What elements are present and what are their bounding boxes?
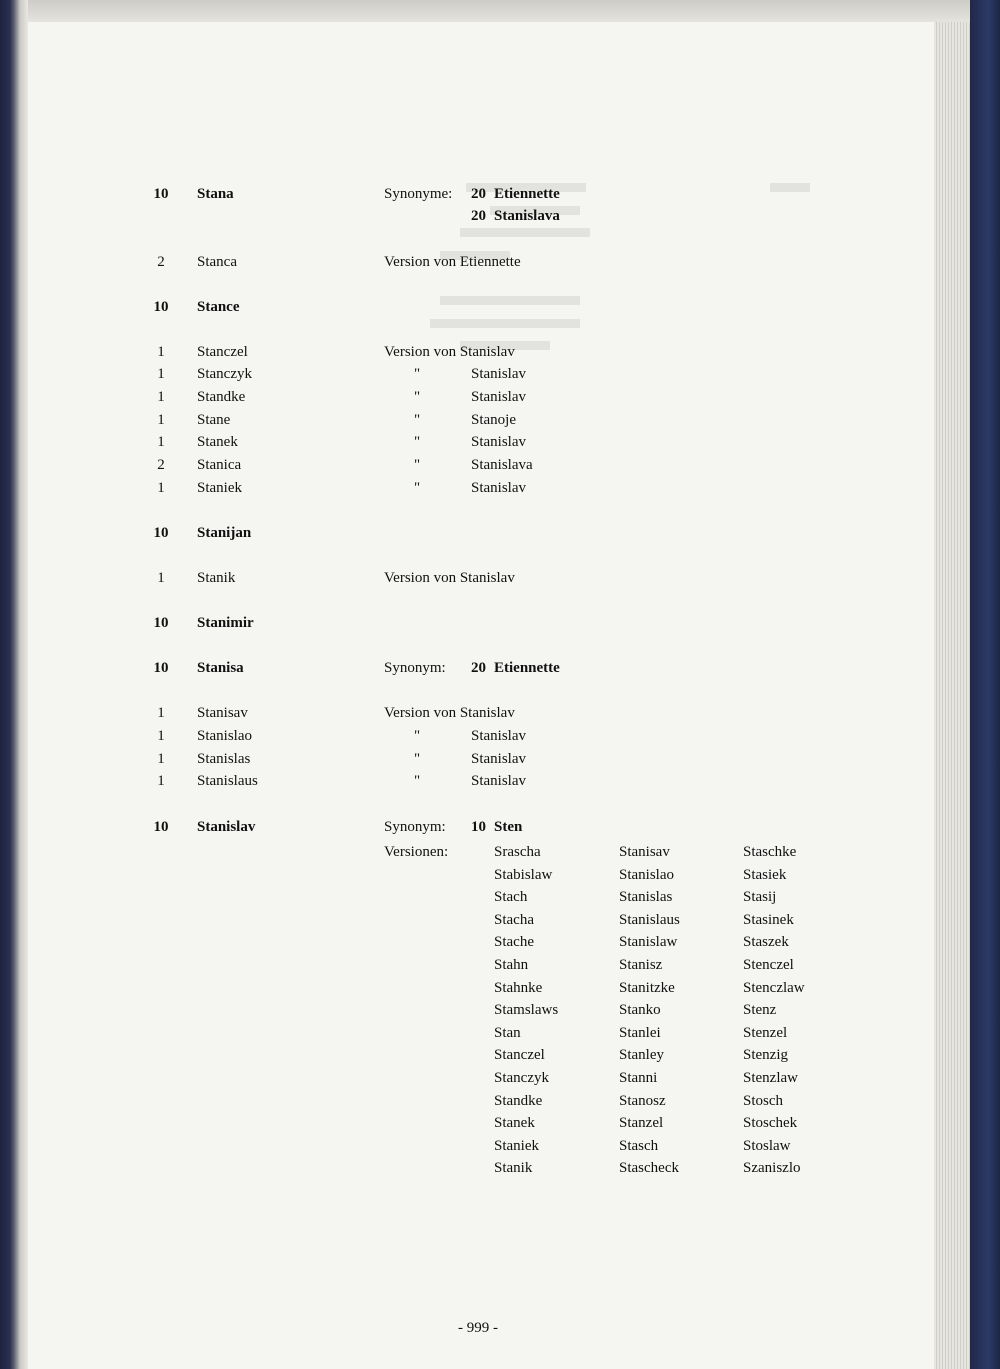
- version-name: Stenczel: [743, 957, 794, 973]
- entry-note-value: Stanislava: [494, 208, 560, 224]
- entry-name: Stanisa: [197, 660, 244, 676]
- version-name: Stosch: [743, 1092, 784, 1109]
- entry-name: Stanislav: [197, 819, 256, 835]
- entry-note-value: Etiennette: [494, 186, 560, 202]
- entry-note-value: Stanislav: [471, 366, 526, 382]
- version-name: Stasiek: [743, 866, 787, 883]
- entry-note-frequency: 10: [471, 819, 486, 835]
- entry-frequency: 1: [157, 389, 165, 405]
- entry-name: Stanislao: [197, 728, 252, 744]
- entry-frequency: 1: [157, 751, 165, 767]
- ditto-mark: ": [414, 434, 421, 450]
- entry-note-value: Etiennette: [494, 660, 560, 676]
- entry-frequency: 1: [157, 570, 165, 586]
- entry-name: Stanca: [197, 254, 237, 270]
- version-name: Stache: [494, 934, 534, 951]
- version-name: Stanosz: [619, 1092, 666, 1109]
- entry-name: Stanijan: [197, 525, 252, 541]
- version-name: Stanitzke: [619, 979, 675, 996]
- version-name: Szaniszlo: [743, 1160, 801, 1177]
- entry-name: Standke: [197, 389, 246, 405]
- version-name: Stoslaw: [743, 1137, 791, 1154]
- version-name: Stanley: [619, 1047, 664, 1064]
- entry-note-label: Synonym:: [384, 660, 446, 676]
- entry-note-label: Synonym:: [384, 819, 446, 835]
- entry-note-value: Stanislav: [471, 389, 526, 405]
- version-name: Stan: [494, 1024, 521, 1041]
- version-name: Stanisav: [619, 844, 670, 860]
- entry-name: Stane: [197, 412, 231, 428]
- entry-note-value: Stanislav: [471, 751, 526, 767]
- entry-note-value: Stanislav: [471, 480, 526, 496]
- entry-frequency: 1: [157, 434, 165, 450]
- entry-frequency: 10: [153, 186, 169, 202]
- entry-frequency: 1: [157, 480, 165, 496]
- version-name: Stabislaw: [494, 866, 553, 883]
- entry-name: Stanczel: [197, 344, 248, 360]
- version-name: Standke: [494, 1092, 543, 1109]
- entry-name: Stanislas: [197, 751, 251, 767]
- version-name: Stacha: [494, 911, 534, 928]
- entry-name: Stanczyk: [197, 366, 252, 382]
- page-number: - 999 -: [458, 1320, 498, 1336]
- entry-name: Stanimir: [197, 615, 254, 631]
- ditto-mark: ": [414, 773, 421, 789]
- entry-frequency: 10: [153, 660, 169, 676]
- entry-name: Stanik: [197, 570, 236, 586]
- version-name: Stenczlaw: [743, 979, 805, 996]
- ditto-mark: ": [414, 412, 421, 428]
- version-name: Stanko: [619, 1002, 661, 1019]
- version-name: Staniek: [494, 1137, 539, 1154]
- version-name: Stanczel: [494, 1047, 545, 1064]
- entry-note-value: Sten: [494, 819, 523, 835]
- version-name: Stenz: [743, 1002, 777, 1019]
- version-name: Stanislaw: [619, 934, 678, 951]
- entry-note-value: Stanislav: [471, 434, 526, 450]
- version-name: Stasch: [619, 1137, 659, 1154]
- version-name: Stahn: [494, 957, 529, 973]
- ditto-mark: ": [414, 457, 421, 473]
- entry-frequency: 10: [153, 525, 169, 541]
- entry-note-frequency: 20: [471, 186, 486, 202]
- entry-frequency: 2: [157, 254, 165, 270]
- entry-note-value: Stanislav: [471, 728, 526, 744]
- page-edges: [934, 22, 970, 1369]
- ditto-mark: ": [414, 751, 421, 767]
- entry-note-frequency: 20: [471, 660, 486, 676]
- entry-note-value: Stanoje: [471, 412, 516, 428]
- version-name: Stasij: [743, 889, 777, 906]
- entry-frequency: 1: [157, 412, 165, 428]
- entry-note-label: Synonyme:: [384, 186, 453, 202]
- book-top-edge: [0, 0, 1000, 22]
- entry-name: Stanek: [197, 434, 238, 450]
- version-name: Stoschek: [743, 1115, 798, 1132]
- entry-frequency: 1: [157, 705, 165, 721]
- version-name: Srascha: [494, 844, 541, 860]
- version-name: Stanzel: [619, 1115, 664, 1132]
- book-cover-edge: [970, 0, 1000, 1369]
- ditto-mark: ": [414, 480, 421, 496]
- version-name: Stanisz: [619, 957, 663, 973]
- entry-frequency: 1: [157, 728, 165, 744]
- version-name: Stasinek: [743, 911, 794, 928]
- version-name: Stenzig: [743, 1047, 788, 1064]
- entry-frequency: 1: [157, 366, 165, 382]
- entry-name: Stanica: [197, 457, 242, 473]
- version-name: Stanislas: [619, 889, 673, 906]
- entry-frequency: 2: [157, 457, 165, 473]
- version-name: Stanislao: [619, 866, 674, 883]
- version-name: Stenzel: [743, 1024, 788, 1041]
- entry-frequency: 1: [157, 773, 165, 789]
- version-name: Stenzlaw: [743, 1070, 798, 1086]
- entry-name: Stanislaus: [197, 773, 258, 789]
- version-name: Stanek: [494, 1115, 535, 1132]
- entry-note-value: Stanislav: [471, 773, 526, 789]
- version-name: Stanni: [619, 1070, 658, 1086]
- version-name: Staschke: [743, 844, 797, 860]
- version-name: Stanislaus: [619, 911, 680, 928]
- book-spine: [0, 0, 28, 1369]
- entry-frequency: 10: [153, 615, 169, 631]
- ditto-mark: ": [414, 366, 421, 382]
- versions-label: Versionen:: [384, 844, 449, 860]
- version-name: Stahnke: [494, 979, 543, 996]
- version-name: Stascheck: [619, 1160, 679, 1177]
- entry-note-frequency: 20: [471, 208, 486, 224]
- version-name: Staszek: [743, 934, 789, 951]
- version-name: Stanik: [494, 1160, 533, 1177]
- entry-note-label: Version von Stanislav: [384, 705, 515, 721]
- entry-frequency: 10: [153, 299, 169, 315]
- version-name: Stach: [494, 889, 528, 906]
- version-name: Stanczyk: [494, 1070, 549, 1086]
- entry-name: Stanisav: [197, 705, 248, 721]
- entry-name: Stance: [197, 299, 240, 315]
- entry-frequency: 1: [157, 344, 165, 360]
- entry-note-label: Version von Stanislav: [384, 344, 515, 360]
- entry-name: Staniek: [197, 480, 242, 496]
- entry-name: Stana: [197, 186, 234, 202]
- entry-note-value: Stanislava: [471, 457, 533, 473]
- version-name: Stamslaws: [494, 1002, 559, 1019]
- entry-frequency: 10: [153, 819, 169, 835]
- entry-note-label: Version von Stanislav: [384, 570, 515, 586]
- ditto-mark: ": [414, 389, 421, 405]
- version-name: Stanlei: [619, 1024, 661, 1041]
- entry-note-label: Version von Etiennette: [384, 254, 521, 270]
- ditto-mark: ": [414, 728, 421, 744]
